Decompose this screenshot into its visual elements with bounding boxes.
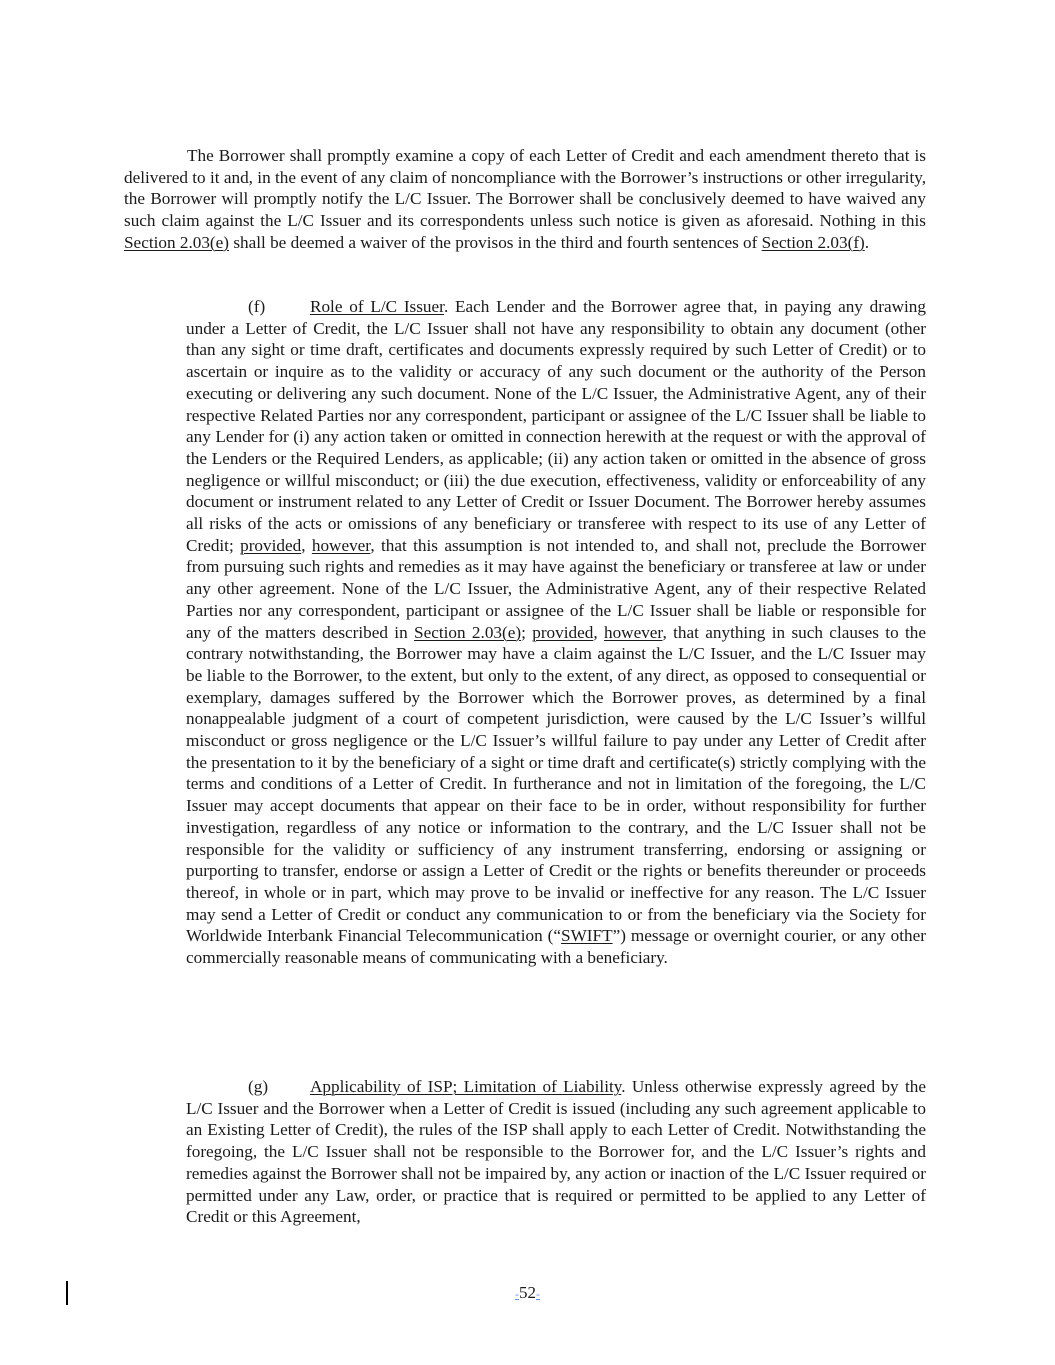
swift-term: SWIFT [561, 926, 613, 946]
intro-paragraph [124, 145, 926, 254]
section-f-paragraph [186, 296, 926, 969]
provided-term: provided [240, 535, 302, 555]
section-ref-2-03-e: Section 2.03(e) [124, 232, 230, 252]
section-g-text-1: . Unless otherwise expressly agreed by the L/C Issuer and the Borrower when a Letter of Credit is issued (including any such agreement applicable to an Existing Letter of Credit), the rules of the ISP shall apply to each Letter of Credit. Notwithstanding the foregoing, the L/C Issuer shall not be responsible to the Borrower for, and the L/C Issuer’s rights and remedies against the Borrower shall not be impaired by, any action or inaction of the L/C Issuer required or permitted under any Law, order, or practice that is required or permitted to be applied to any Letter of Credit or this Agreement, [186, 1077, 926, 1227]
punctuation: , [301, 535, 312, 555]
page-number-dash-right: - [536, 1287, 540, 1301]
section-f-text-1: . Each Lender and the Borrower agree that, in paying any drawing under a Letter of Credit, the L/C Issuer shall not have any responsibility to obtain any document (other than any sight or time draft, certificates and documents expressly required by such Letter of Credit) or to ascertain or inquire as to the validity or accuracy of any such document or the authority of the Person executing or delivering any such document. None of the L/C Issuer, the Administrative Agent, any of their respective Related Parties nor any correspondent, participant or assignee of the L/C Issuer shall be liable to any Lender for (i) any action taken or omitted in connection herewith at the request or with the approval of the Lenders or the Required Lenders, as applicable; (ii) any action taken or omitted in the absence of gross negligence or willful misconduct; or (iii) the due execution, effectiveness, validity or enforceability of any document or instrument related to any Letter of Credit or Issuer Document. The Borrower hereby assumes all risks of the acts or omissions of any beneficiary or transferee with respect to its use of any Letter of Credit; [186, 297, 926, 555]
intro-text-1: The Borrower shall promptly examine a copy of each Letter of Credit and each amendment thereto that is delivered to it and, in the event of any claim of noncompliance with the Borrower’s instructions or other irregularity, the Borrower will promptly notify the L/C Issuer. The Borrower shall be conclusively deemed to have waived any such claim against the L/C Issuer and its correspondents unless such notice is given as aforesaid. Nothing in this [124, 146, 926, 231]
punctuation: ; [521, 622, 533, 642]
section-f-enum: (f) [248, 297, 266, 316]
section-ref-2-03-e: Section 2.03(e) [414, 622, 522, 642]
section-ref-2-03-f: Section 2.03(f) [761, 232, 865, 252]
intro-text-3: . [864, 232, 870, 252]
page-number-dash-left: - [515, 1287, 519, 1301]
section-f-text-3: , that anything in such clauses to the contrary notwithstanding, the Borrower may have a claim against the L/C Issuer, and the L/C Issuer may be liable to the Borrower, to the extent, but only to the extent, of any direct, as opposed to consequential or exemplary, damages suffered by the Borrower which the Borrower proves, as determined by a final nonappealable judgment of a court of competent jurisdiction, were caused by the L/C Issuer’s willful misconduct or gross negligence or the L/C Issuer’s willful failure to pay under any Letter of Credit after the presentation to it by the beneficiary of a sight or time draft and certificate(s) strictly complying with the terms and conditions of a Letter of Credit. In furtherance and not in limitation of the foregoing, the L/C Issuer may accept documents that appear on their face to be in order, without responsibility for further investigation, regardless of any notice or information to the contrary, and the L/C Issuer shall not be responsible for the validity or sufficiency of any instrument transferring, endorsing or assigning or purporting to transfer, endorse or assign a Letter of Credit or the rights or benefits thereunder or proceeds thereof, in whole or in part, which may prove to be invalid or ineffective for any reason. The L/C Issuer may send a Letter of Credit or conduct any communication to or from the beneficiary via the Society for Worldwide Interbank Financial Telecommunication (“ [186, 622, 927, 946]
however-term: however [603, 622, 663, 642]
section-f-text-4: ”) message or overnight courier, or any other commercially reasonable means of communicating with a beneficiary. [186, 926, 926, 968]
provided-term: provided [532, 622, 594, 642]
page-number [0, 1283, 1055, 1303]
section-f-text-2: , that this assumption is not intended to, and shall not, preclude the Borrower from pursuing such rights and remedies as it may have against the beneficiary or transferee at law or under any other agreement. None of the L/C Issuer, the Administrative Agent, any of their respective Related Parties nor any correspondent, participant or assignee of the L/C Issuer shall be liable or responsible for any of the matters described in [186, 535, 926, 642]
section-f-heading: Role of L/C Issuer [310, 297, 444, 316]
section-g-paragraph [186, 1076, 926, 1228]
however-term: however [311, 535, 371, 555]
section-g-heading: Applicability of ISP; Limitation of Liability [310, 1077, 622, 1096]
page-number-value: 52 [519, 1283, 536, 1302]
intro-text-2: shall be deemed a waiver of the provisos in the third and fourth sentences of [229, 232, 762, 252]
punctuation: , [593, 622, 604, 642]
section-g-enum: (g) [248, 1077, 269, 1096]
